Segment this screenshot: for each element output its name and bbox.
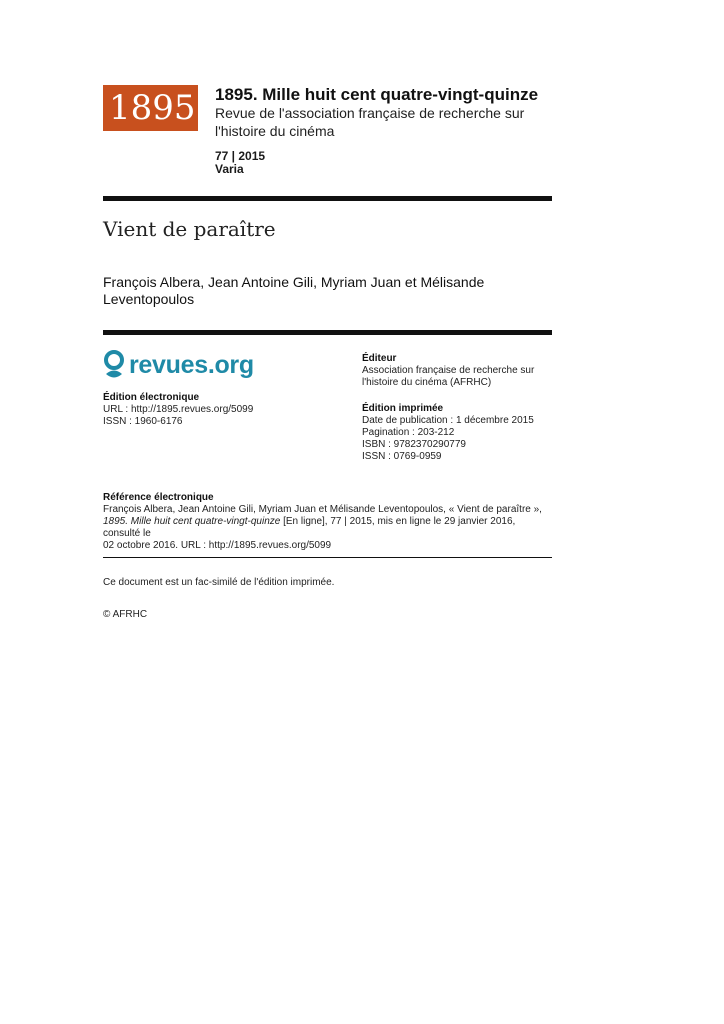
- editeur-name: Association française de recherche sur l'histoire du cinéma (AFRHC): [362, 365, 535, 388]
- issue-info: [215, 150, 265, 176]
- edition-electronique-url[interactable]: URL : http://1895.revues.org/5099: [103, 404, 254, 415]
- top-divider: [103, 196, 552, 201]
- article-authors: François Albera, Jean Antoine Gili, Myriam Juan et Mélisande Leventopoulos: [103, 274, 485, 307]
- journal-title: 1895. Mille huit cent quatre-vingt-quinze: [215, 85, 539, 104]
- editeur-block: [362, 353, 547, 389]
- revues-org-logo: [103, 350, 254, 380]
- isbn: ISBN : 9782370290779: [362, 439, 466, 450]
- reference-line-3[interactable]: 02 octobre 2016. URL : http://1895.revues.org/5099: [103, 540, 332, 551]
- journal-logo-text: 1895: [109, 88, 196, 128]
- pagination: Pagination : 203-212: [362, 427, 455, 438]
- revues-pin-icon: [103, 350, 127, 380]
- issue-number: 77 | 2015: [215, 149, 266, 163]
- edition-electronique-label: Édition électronique: [103, 392, 200, 403]
- reference-label: Référence électronique: [103, 492, 214, 503]
- copyright: © AFRHC: [103, 609, 148, 620]
- reference-line-2-rest: [En ligne], 77 | 2015, mis en ligne le 29 janvier 2016, consulté le: [103, 516, 516, 539]
- journal-subtitle: Revue de l'association française de recherche sur l'histoire du cinéma: [215, 105, 525, 139]
- reference-line-2: [103, 516, 552, 540]
- revues-logo-text: revues.org: [129, 350, 254, 379]
- reference-journal-title: 1895. Mille huit cent quatre-vingt-quinze: [103, 516, 281, 527]
- edition-electronique-block: [103, 392, 343, 428]
- facsimile-note: Ce document est un fac-similé de l'édition imprimée.: [103, 577, 335, 588]
- edition-imprimee-label: Édition imprimée: [362, 403, 444, 414]
- bottom-divider: [103, 557, 552, 558]
- reference-line-1: François Albera, Jean Antoine Gili, Myriam Juan et Mélisande Leventopoulos, « Vient de paraître »,: [103, 504, 542, 515]
- middle-divider: [103, 330, 552, 335]
- edition-imprimee-block: [362, 403, 552, 463]
- journal-logo: [103, 85, 198, 131]
- article-title: Vient de paraître: [103, 217, 276, 241]
- publication-date: Date de publication : 1 décembre 2015: [362, 415, 534, 426]
- issue-section: Varia: [215, 162, 244, 176]
- issn-print: ISSN : 0769-0959: [362, 451, 442, 462]
- editeur-label: Éditeur: [362, 353, 397, 364]
- reference-block: [103, 492, 552, 552]
- edition-electronique-issn: ISSN : 1960-6176: [103, 416, 183, 427]
